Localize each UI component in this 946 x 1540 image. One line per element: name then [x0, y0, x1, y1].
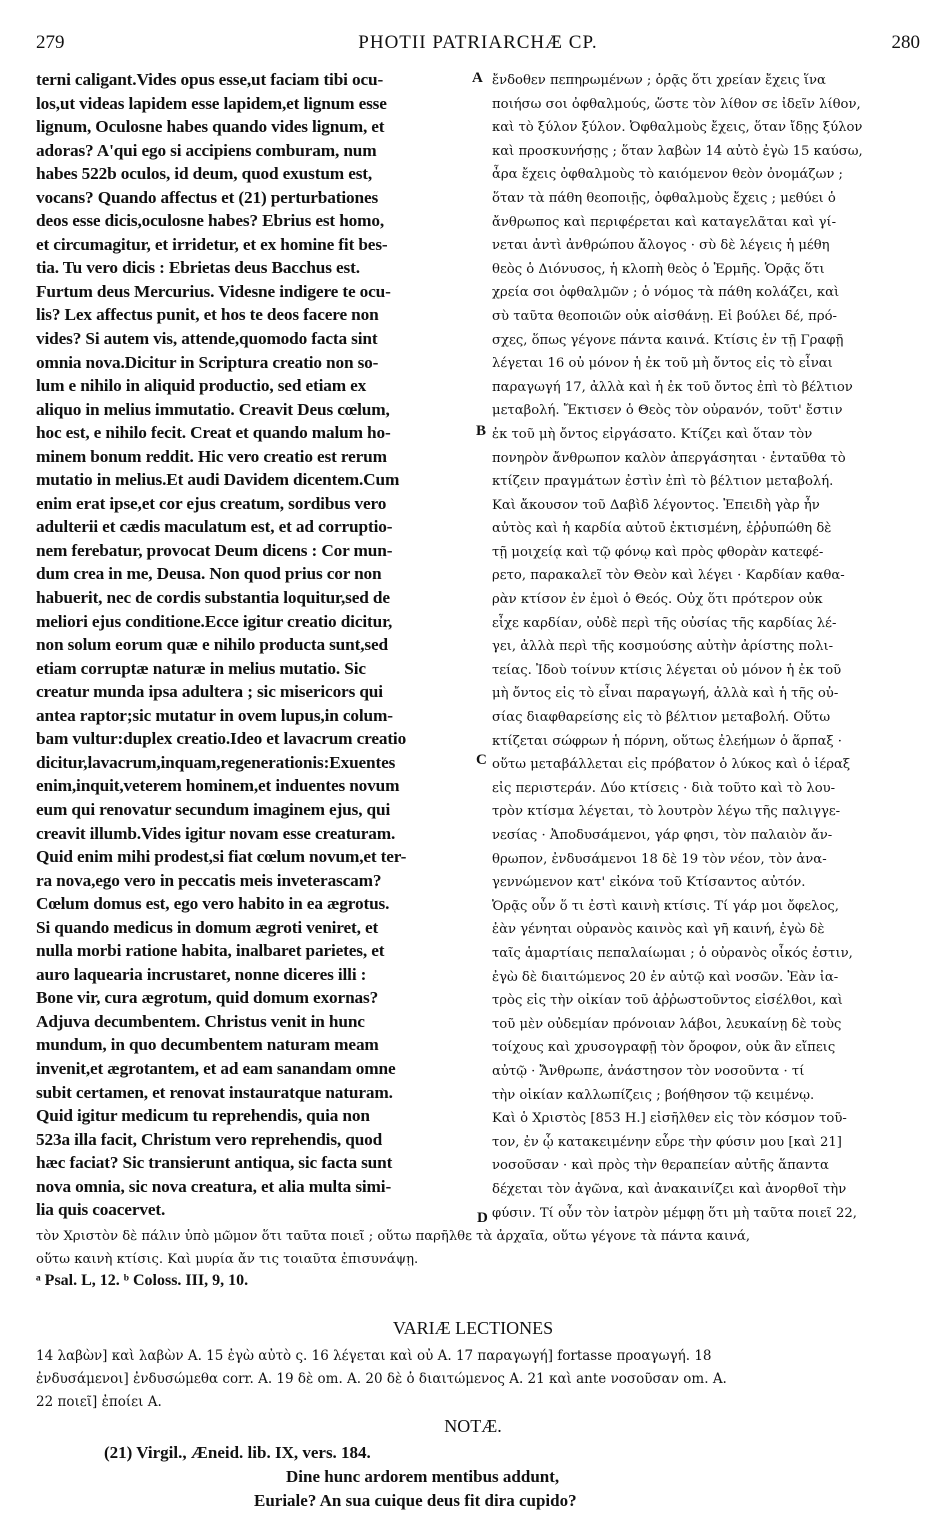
greek-line: λέγεται 16 οὐ μόνον ἡ ἐκ τοῦ μὴ ὄντος εἰς τὸ εἶναι	[492, 356, 833, 372]
latin-line: enim erat ipse,et cor ejus creatum, sordibus vero	[36, 493, 387, 513]
running-title: PHOTII PATRIARCHÆ CP.	[358, 32, 598, 53]
latin-line: los,ut videas lapidem esse lapidem,et lignum esse	[36, 93, 387, 113]
greek-line: ποιήσω σοι ὀφθαλμούς, ὥστε τὸν λίθον σε ἰδεῖν λίθον,	[492, 96, 861, 112]
greek-line: τοίχους καὶ χρυσογραφῇ τὸν ὄροφον, οὐκ ἂν εἴπεις	[492, 1040, 836, 1056]
latin-line: eum qui renovatur secundum imaginem ejus, qui	[36, 799, 391, 819]
greek-line: νεται ἀντὶ ἀνθρώπου ἄλογος · σὺ δὲ λέγεις ἡ μέθη	[492, 238, 830, 254]
greek-line: καὶ προσκυνήσῃς ; ὅταν λαβὼν 14 αὐτὸ ἐγὼ 15 καύσω,	[492, 143, 863, 159]
greek-line: χρεία σοι ὀφθαλμῶν ; ὁ νόμος τὰ πάθη κολάζει, καὶ	[492, 285, 840, 301]
greek-line: εἰς περιστεράν. Δύο κτίσεις · διὰ τοῦτο καὶ τὸ λου-	[492, 780, 836, 796]
scripture-footnotes: ᵃ Psal. L, 12. ᵇ Coloss. III, 9, 10.	[36, 1272, 249, 1289]
greek-line: ἐκ τοῦ μὴ ὄντος εἰργάσατο. Κτίζει καὶ ὅταν τὸν	[492, 426, 813, 442]
greek-line: ἐγὼ δὲ διαιτώμενος 20 ἐν αὐτῷ καὶ νοσῶν. Ἐὰν ἰα-	[492, 969, 839, 985]
latin-line: vides? Si autem vis, attende,quomodo facta sint	[36, 329, 378, 349]
latin-line: mutatio in melius.Et audi Davidem dicentem.Cum	[36, 470, 400, 490]
greek-full-line: οὕτω καινὴ κτίσις. Καὶ μυρία ἄν τις τοιαῦτα ἐπισυνάψῃ.	[36, 1252, 419, 1267]
greek-line: ρὰν κτίσον ἐν ἐμοὶ ὁ Θεός. Οὐχ ὅτι πρότερον οὐκ	[492, 592, 823, 608]
greek-line: δέχεται τὸν ἀγῶνα, καὶ ἀνακαινίζει καὶ ἀνορθοῖ τὴν	[492, 1181, 847, 1197]
latin-line: etiam corruptæ naturæ in melius mutatio. Sic	[36, 658, 366, 678]
latin-line: Quid enim mihi prodest,si fiat cœlum novum,et ter-	[36, 847, 407, 867]
latin-line: non solum eorum quæ e nihilo producta sunt,sed	[36, 635, 388, 655]
greek-line: ἐὰν γένηται οὐρανὸς καινὸς καὶ γῆ καινή, ἐγὼ δὲ	[492, 922, 825, 938]
greek-line: τρὸς εἰς τὴν οἰκίαν τοῦ ἀῤῥωστοῦντος εἰσέλθοι, καὶ	[492, 993, 843, 1009]
latin-line: enim,inquit,veterem hominem,et induentes novum	[36, 776, 400, 796]
greek-column	[492, 69, 922, 1225]
variant-reading-line: 14 λαβὼν] καὶ λαβὼν A. 15 ἐγὼ αὐτὸ ς. 16 λέγεται καὶ οὐ A. 17 παραγωγή] fortasse προαγωγή. 18	[36, 1348, 712, 1364]
greek-line: ἔνδοθεν πεπηρωμένων ; ὁρᾷς ὅτι χρείαν ἔχεις ἵνα	[492, 73, 826, 88]
latin-line: nem ferebatur, provocat Deum dicens : Cor mun-	[36, 540, 393, 560]
latin-line: mundum, in quo decumbentem naturam meam	[36, 1035, 379, 1055]
greek-line: μεταβολή. Ἔκτισεν ὁ Θεὸς τὸν οὐρανόν, τοῦτ' ἔστιν	[492, 403, 843, 419]
latin-line: lia quis coacervet.	[36, 1200, 166, 1220]
latin-line: adoras? A'qui ego si accipiens comburam, num	[36, 140, 377, 160]
greek-line: ὅταν τὰ πάθη θεοποιῇς, ὀφθαλμοὺς ἔχεις ; μεθύει ὁ	[492, 190, 836, 206]
latin-line: omnia nova.Dicitur in Scriptura creatio non so-	[36, 352, 379, 372]
latin-line: habes 522b oculos, id deum, quod exustum est,	[36, 164, 373, 184]
greek-line: φύσιν. Τί οὖν τὸν ἰατρὸν μέμφῃ ὅτι μὴ ταῦτα ποιεῖ 22,	[492, 1205, 857, 1221]
greek-continuation	[36, 1225, 926, 1271]
section-marker-c: C	[476, 752, 487, 768]
note-verse-2: Euriale? An sua cuique deus fit dira cupido?	[254, 1491, 577, 1510]
latin-line: 523a illa facit, Christum vero reprehendis, quod	[36, 1129, 383, 1149]
latin-line: Si quando medicus in domum ægroti veniret, et	[36, 917, 379, 937]
latin-line: Quid igitur medicum tu reprehendis, quia non	[36, 1106, 370, 1126]
greek-line: μὴ ὄντος εἰς τὸ εἶναι παραγωγή, ἀλλὰ καὶ ἡ τῆς οὐ-	[492, 686, 839, 702]
greek-line: τοῦ μὲν οὐδεμίαν πρόνοιαν λάβοι, λευκαίνῃ δὲ τοὺς	[492, 1016, 842, 1032]
latin-line: terni caligant.Vides opus esse,ut faciam tibi ocu-	[36, 70, 384, 89]
note-verse-1: Dine hunc ardorem mentibus addunt,	[286, 1467, 560, 1486]
running-header	[36, 32, 920, 56]
latin-line: Bone vir, cura ægrotum, quid domum exornas?	[36, 988, 379, 1008]
greek-full-line: τὸν Χριστὸν δὲ πάλιν ὑπὸ μῶμον ὅτι ταῦτα ποιεῖ ; οὕτω παρῆλθε τὰ ἀρχαῖα, οὕτω γέγονε τὰ πάντα καινά,	[36, 1229, 751, 1244]
latin-line: minem bonum reddit. Hic vero creatio est rerum	[36, 446, 387, 466]
greek-line: τείας. Ἰδοὺ τοίνυν κτίσις λέγεται οὐ μόνον ἡ ἐκ τοῦ	[492, 662, 842, 678]
latin-line: et circumagitur, et irridetur, et ex homine fit bes-	[36, 234, 388, 254]
notae-heading: NOTÆ.	[444, 1416, 502, 1436]
latin-line: deos esse dicis,oculosne habes? Ebrius est homo,	[36, 211, 385, 231]
greek-line: ἆρα ἔχεις ὀφθαλμοὺς τὸ καιόμενον θεὸν ὀνομάζων ;	[492, 167, 843, 183]
greek-line: Καὶ ὁ Χριστὸς [853 H.] εἰσῆλθεν εἰς τὸν κόσμον τοῦ-	[492, 1111, 847, 1127]
greek-line: παραγωγή 17, ἀλλὰ καὶ ἡ ἐκ τοῦ ὄντος ἐπὶ τὸ βέλτιον	[492, 379, 853, 395]
latin-line: tia. Tu vero dicis : Ebrietas deus Bacchus est.	[36, 258, 360, 278]
greek-line: Ὁρᾷς οὖν ὅ τι ἐστὶ καινὴ κτίσις. Τί γάρ μοι ὄφελος,	[492, 898, 839, 914]
greek-line: ταῖς ἁμαρτίαις πεπαλαίωμαι ; ὁ οὐρανὸς οἶκός ἐστιν,	[492, 945, 853, 961]
page-number-right: 280	[891, 32, 920, 53]
greek-line: σίας διαφθαρείσης εἰς τὸ βέλτιον μεταβολή. Οὕτω	[492, 710, 831, 726]
greek-line: ἄνθρωπος καὶ περιφέρεται καὶ καταγελᾶται καὶ γί-	[492, 214, 837, 230]
section-marker-d: D	[477, 1210, 488, 1226]
latin-line: lignum, Oculosne habes quando vides lignum, et	[36, 117, 385, 137]
latin-line: ra nova,ego vero in peccatis meis inveterascam?	[36, 870, 382, 890]
greek-line: κτίζεται σώφρων ἡ πόρνη, οὕτως ἐλεήμων ὁ ἅρπαξ ·	[492, 733, 843, 749]
section-marker-a: A	[472, 70, 483, 86]
latin-line: adulterii et cædis maculatum est, et ad corruptio-	[36, 517, 393, 537]
variae-heading: VARIÆ LECTIONES	[392, 1318, 554, 1338]
latin-line: aliquo in melius immutatio. Creavit Deus cœlum,	[36, 399, 390, 419]
greek-line: οὕτω μεταβάλλεται εἰς πρόβατον ὁ λύκος καὶ ὁ ἱέραξ	[492, 757, 851, 773]
latin-line: antea raptor;sic mutatur in ovem lupus,in colum-	[36, 705, 393, 725]
section-marker-b: B	[476, 423, 487, 439]
greek-line: αὐτῷ · Ἄνθρωπε, ἀνάστησον τὸν νοσοῦντα · τί	[492, 1063, 805, 1079]
latin-column	[36, 68, 472, 1222]
latin-line: Furtum deus Mercurius. Videsne indigere te ocu-	[36, 281, 391, 301]
latin-line: hoc est, e nihilo fecit. Creat et quando malum ho-	[36, 423, 391, 443]
latin-line: lum e nihilo in aliquid productio, sed etiam ex	[36, 376, 367, 396]
latin-line: vocans? Quando affectus et (21) perturbationes	[36, 187, 379, 207]
greek-line: Καὶ ἄκουσον τοῦ Δαβὶδ λέγοντος. Ἐπειδὴ γὰρ ἦν	[492, 497, 820, 513]
greek-line: τον, ἐν ᾧ κατακειμένην εὗρε τὴν φύσιν μου [καὶ 21]	[492, 1134, 842, 1150]
latin-line: habuerit, nec de cordis substantia loquitur,sed de	[36, 588, 390, 608]
greek-line: αὐτὸς καὶ ἡ καρδία αὐτοῦ ἐκτισμένη, ἐῤῥυπώθη δὲ	[492, 521, 832, 537]
variant-reading-line: ἐνδυσάμενοι] ἐνδυσώμεθα corr. A. 19 δὲ om. A. 20 δὲ ὁ διαιτώμενος A. 21 καὶ ante νοσοῦσαν om. A.	[36, 1371, 727, 1387]
latin-line: lis? Lex affectus punit, et hos te deos facere non	[36, 305, 379, 325]
latin-line: hæc faciat? Sic transierunt antiqua, sic facta sunt	[36, 1153, 393, 1173]
greek-line: σὺ ταῦτα θεοποιῶν οὐκ αἰσθάνῃ. Εἰ βούλει δέ, πρό-	[492, 308, 837, 324]
latin-line: creatur munda ipsa adultera ; sic misericors qui	[36, 682, 383, 702]
greek-line: ρετο, παρακαλεῖ τὸν Θεὸν καὶ λέγει · Καρδίαν καθα-	[492, 568, 845, 584]
greek-line: θρωπον, ἐνδυσάμενοι 18 δὲ 19 τὸν νέον, τὸν ἀνα-	[492, 851, 827, 867]
latin-line: subit certamen, et renovat instauratque naturam.	[36, 1082, 393, 1102]
latin-line: Adjuva decumbentem. Christus venit in hunc	[36, 1011, 365, 1031]
greek-line: εἶχε καρδίαν, οὐδὲ περὶ τῆς οὐσίας τῆς καρδίας λέ-	[492, 615, 837, 631]
latin-line: creavit illumb.Vides igitur novam esse creaturam.	[36, 823, 396, 843]
greek-line: γει, ἀλλὰ περὶ τῆς κοσμούσης αὐτὴν ἀρίστης πολι-	[492, 639, 834, 655]
latin-line: dicitur,lavacrum,inquam,regenerationis:Exuentes	[36, 752, 396, 772]
latin-line: meliori ejus conditione.Ecce igitur creatio dicitur,	[36, 611, 393, 631]
greek-line: πονηρὸν ἄνθρωπον καλὸν ἀπεργάσηται · ἐνταῦθα τὸ	[492, 450, 846, 466]
greek-line: νεσίας · Ἀποδυσάμενοι, γάρ φησι, τὸν παλαιὸν ἄν-	[492, 828, 833, 843]
greek-line: νοσοῦσαν · καὶ πρὸς τὴν θεραπείαν αὐτῆς ἅπαντα	[492, 1158, 829, 1174]
page-number-left: 279	[36, 32, 65, 53]
greek-line: τῇ μοιχείᾳ καὶ τῷ φόνῳ καὶ πρὸς φθορὰν κατεφέ-	[492, 544, 824, 560]
latin-line: nulla morbi ratione habita, inalbaret parietes, et	[36, 941, 385, 961]
greek-line: θεὸς ὁ Διόνυσος, ἡ κλοπὴ θεὸς ὁ Ἑρμῆς. Ὁρᾷς ὅτι	[492, 261, 825, 277]
greek-line: καὶ τὸ ξύλον ξύλον. Ὀφθαλμοὺς ἔχεις, ὅταν ἴδῃς ξύλον	[492, 120, 863, 136]
latin-line: nova omnia, sic nova creatura, et alia multa simi-	[36, 1176, 392, 1196]
latin-line: invenit,et ægrotantem, et ad eam sanandam omne	[36, 1058, 396, 1078]
note-reference: (21) Virgil., Æneid. lib. IX, vers. 184.	[104, 1443, 371, 1462]
greek-line: τὴν οἰκίαν καλλωπίζεις ; βοήθησον τῷ κειμένῳ.	[492, 1087, 815, 1103]
greek-line: τρὸν κτίσμα λέγεται, τὸ λουτρὸν λέγω τῆς παλιγγε-	[492, 804, 841, 820]
latin-line: Cœlum domus est, ego vero habito in ea ægrotus.	[36, 894, 390, 914]
variant-reading-line: 22 ποιεῖ] ἐποίει A.	[36, 1394, 162, 1410]
latin-line: bam vultur:duplex creatio.Ideo et lavacrum creatio	[36, 729, 407, 749]
greek-line: σχες, ὅπως γέγονε πάντα καινά. Κτίσις ἐν τῇ Γραφῇ	[492, 332, 844, 348]
greek-line: κτίζειν πραγμάτων ἐστὶν ἐπὶ τὸ βέλτιον μεταβολή.	[492, 474, 834, 490]
greek-line: γεννώμενον κατ' εἰκόνα τοῦ Κτίσαντος αὐτόν.	[492, 875, 806, 891]
latin-line: dum crea in me, Deusa. Non quod prius cor non	[36, 564, 382, 584]
variae-lectiones	[36, 1345, 926, 1414]
latin-line: auro laquearia incrustaret, nonne diceres illi :	[36, 964, 367, 984]
